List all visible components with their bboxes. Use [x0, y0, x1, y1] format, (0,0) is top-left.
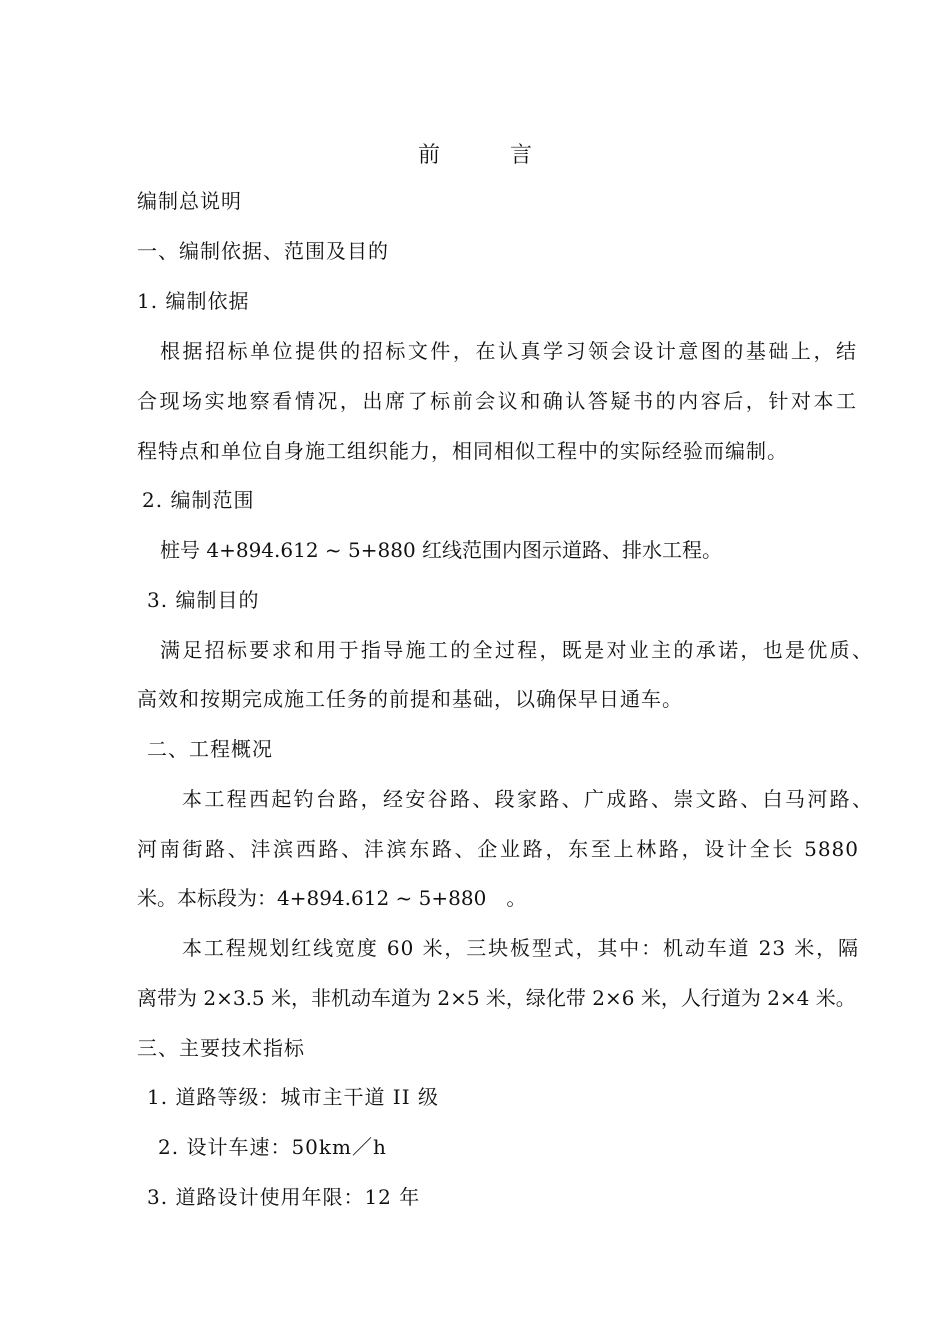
title-char-right: 言	[510, 143, 533, 168]
paragraph-overview-line-2: 河南街路、沣滨西路、沣滨东路、企业路，东至上林路，设计全长 5880	[137, 837, 859, 861]
spec-road-grade: 1. 道路等级：城市主干道 II 级	[147, 1085, 439, 1109]
section-heading-2: 二、工程概况	[147, 737, 273, 761]
paragraph-basis-line-2: 合现场实地察看情况，出席了标前会议和确认答疑书的内容后，针对本工	[137, 389, 857, 413]
subheading-purpose: 3. 编制目的	[147, 588, 260, 612]
paragraph-width-line-2: 离带为 2×3.5 米，非机动车道为 2×5 米，绿化带 2×6 米，人行道为 2×4 米。	[137, 986, 856, 1010]
paragraph-basis-line-3: 程特点和单位自身施工组织能力，相同相似工程中的实际经验而编制。	[137, 439, 788, 463]
paragraph-overview-line-3: 米。本标段为：4+894.612 ~ 5+880 。	[137, 886, 527, 910]
subheading-scope: 2. 编制范围	[142, 488, 255, 512]
page-title	[0, 138, 950, 169]
paragraph-basis-line-1: 根据招标单位提供的招标文件，在认真学习领会设计意图的基础上，结	[160, 339, 857, 363]
title-char-left: 前	[417, 143, 440, 168]
paragraph-width-line-1: 本工程规划红线宽度 60 米，三块板型式，其中：机动车道 23 米，隔	[182, 936, 859, 960]
spec-design-speed: 2. 设计车速：50km／h	[158, 1135, 387, 1159]
subheading-basis: 1. 编制依据	[137, 289, 250, 313]
paragraph-overview-line-1: 本工程西起钓台路，经安谷路、段家路、广成路、崇文路、白马河路、	[182, 787, 873, 811]
paragraph-purpose-line-1: 满足招标要求和用于指导施工的全过程，既是对业主的承诺，也是优质、	[160, 638, 873, 662]
section-heading-3: 三、主要技术指标	[137, 1036, 305, 1060]
section-heading-1: 一、编制依据、范围及目的	[137, 239, 389, 263]
heading-general-description: 编制总说明	[137, 189, 242, 213]
paragraph-scope: 桩号 4+894.612 ~ 5+880 红线范围内图示道路、排水工程。	[160, 538, 723, 562]
spec-design-life: 3. 道路设计使用年限：12 年	[147, 1185, 421, 1209]
paragraph-purpose-line-2: 高效和按期完成施工任务的前提和基础，以确保早日通车。	[137, 687, 683, 711]
